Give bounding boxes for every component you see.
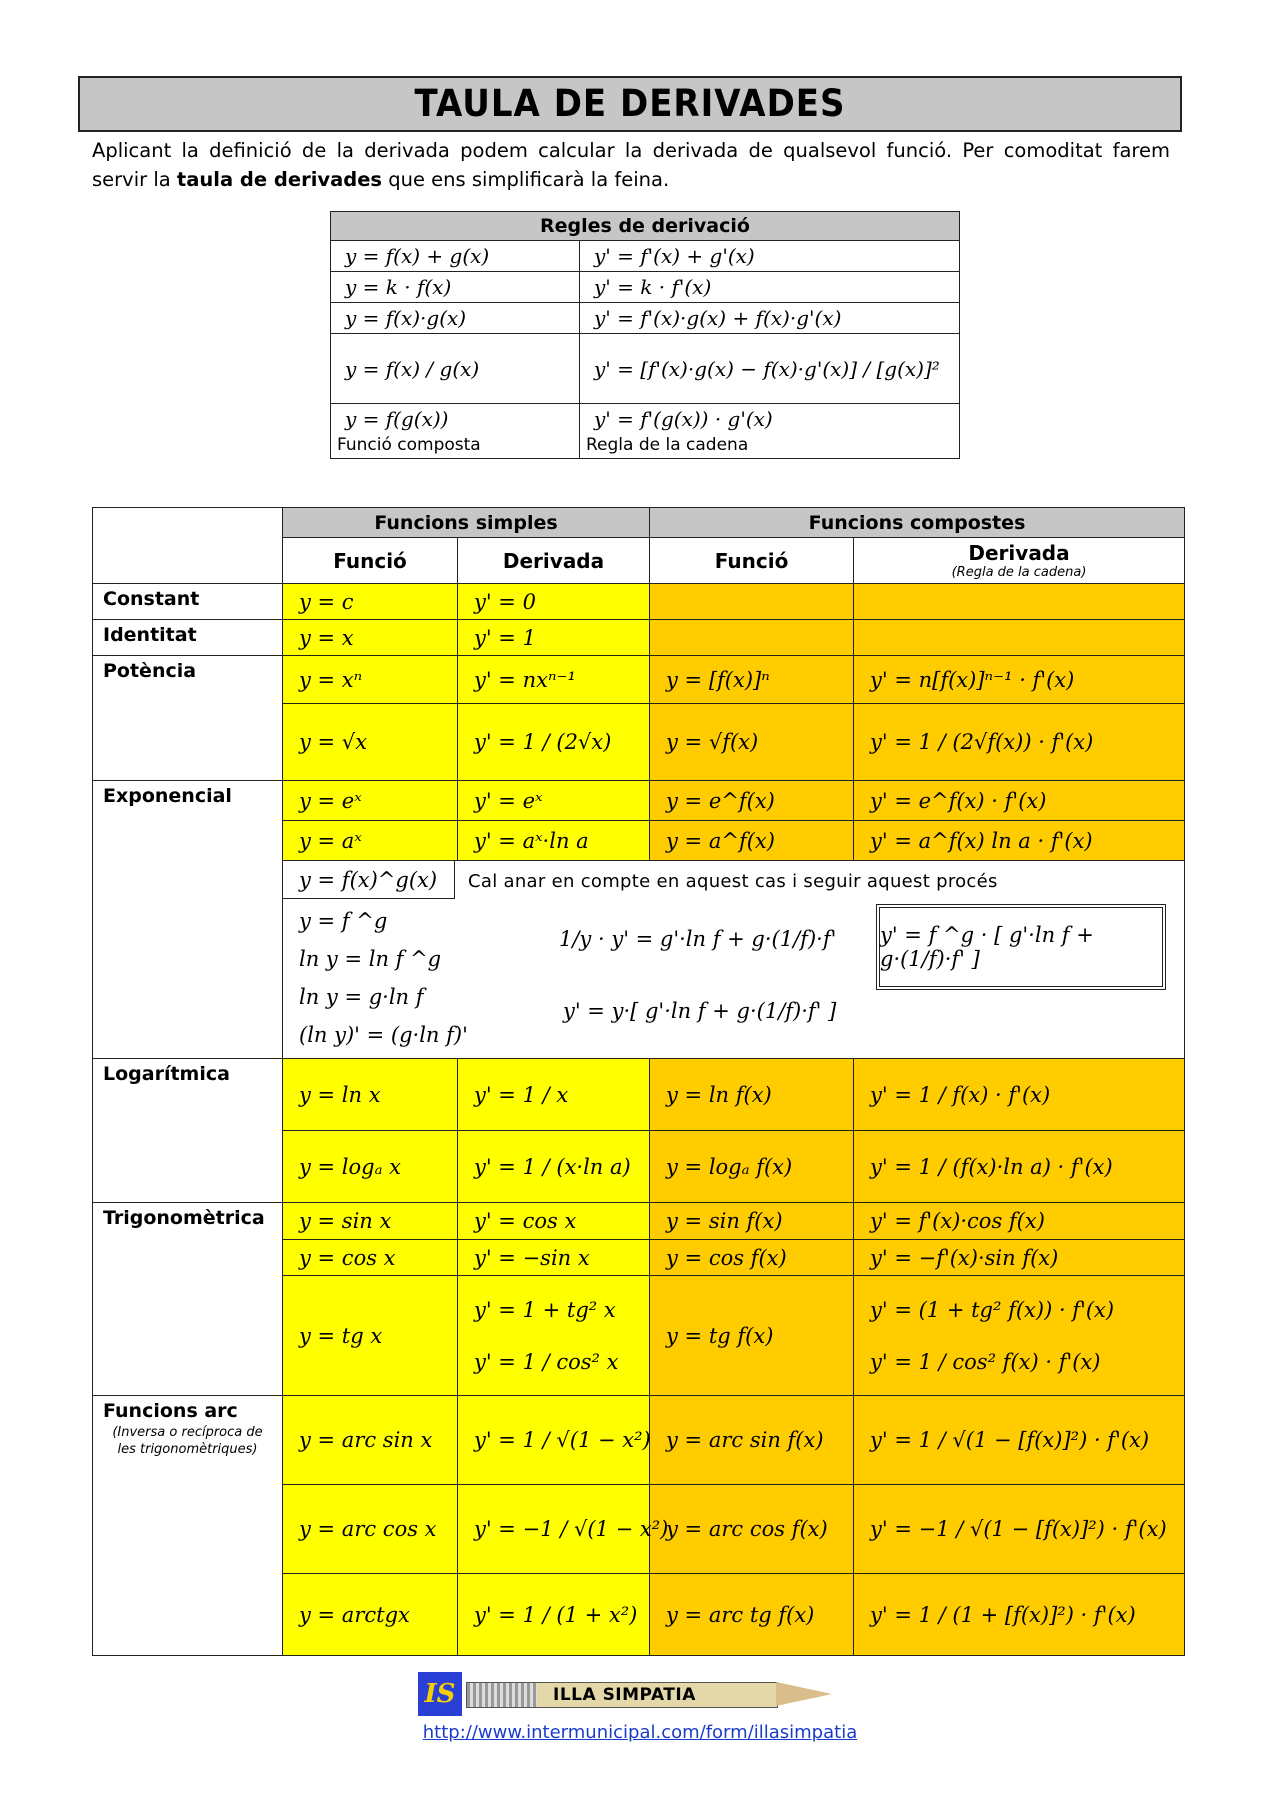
compound-derivative-cell: y' = 1 / f(x) · f'(x) [854, 1059, 1185, 1131]
function-cell: y = √x [283, 704, 458, 781]
intro-bold: taula de derivades [176, 168, 383, 191]
compound-derivative-cell: y' = 1 / (2√f(x)) · f'(x) [854, 704, 1185, 781]
col-compound-derivative-label: Derivada [968, 541, 1070, 565]
compound-function-cell: y = arc cos f(x) [650, 1485, 854, 1574]
rule-note: Funció composta [337, 435, 481, 455]
rule-derivative-cell [580, 404, 960, 459]
category-potencia: Potència [93, 656, 283, 781]
derivative-cell: y' = eˣ [458, 781, 650, 821]
function-cell: y = arctgx [283, 1574, 458, 1656]
derivative-line: y' = 1 + tg² x [474, 1297, 616, 1322]
compound-function-cell: y = √f(x) [650, 704, 854, 781]
footer-logo [418, 1672, 838, 1716]
compound-derivative-cell: y' = 1 / (1 + [f(x)]²) · f'(x) [854, 1574, 1185, 1656]
compound-derivative-cell [854, 1276, 1185, 1396]
col-compound-derivative [854, 538, 1185, 584]
derivatives-table [92, 507, 1185, 1656]
category-arc [93, 1396, 283, 1656]
derivative-cell: y' = 1 / (x·ln a) [458, 1131, 650, 1203]
derivative-cell: y' = 1 [458, 620, 650, 656]
compound-function-cell: y = sin f(x) [650, 1203, 854, 1240]
derivative-cell: y' = 0 [458, 584, 650, 620]
function-cell: y = ln x [283, 1059, 458, 1131]
intro-text-2: que ens simplificarà la feina. [382, 168, 670, 191]
pencil-band [467, 1683, 537, 1707]
illa-simpatia-logo-icon: IS [418, 1672, 462, 1716]
chain-rule-note: (Regla de la cadena) [951, 565, 1087, 580]
rules-row [331, 272, 960, 303]
special-case-cell [283, 861, 1185, 1059]
compound-function-cell: y = cos f(x) [650, 1240, 854, 1276]
compound-derivative-cell: y' = −f'(x)·sin f(x) [854, 1240, 1185, 1276]
rule-derivative: y' = f'(g(x)) · g'(x) [594, 407, 773, 431]
compound-function-cell: y = tg f(x) [650, 1276, 854, 1396]
function-cell: y = xⁿ [283, 656, 458, 704]
rule-derivative: y' = k · f'(x) [580, 272, 960, 303]
step: ln y = g·ln f [299, 985, 424, 1009]
compound-function-cell: y = arc tg f(x) [650, 1574, 854, 1656]
col-compound-function: Funció [650, 538, 854, 584]
function-cell: y = tg x [283, 1276, 458, 1396]
derivative-cell: y' = nxⁿ⁻¹ [458, 656, 650, 704]
rules-header: Regles de derivació [331, 212, 960, 241]
pencil-tip [776, 1682, 832, 1706]
rules-row [331, 404, 960, 459]
function-cell: y = sin x [283, 1203, 458, 1240]
category-exponencial: Exponencial [93, 781, 283, 1059]
compound-function-cell: y = a^f(x) [650, 821, 854, 861]
category-trigonometrica: Trigonomètrica [93, 1203, 283, 1396]
rules-table [330, 211, 960, 459]
equation: 1/y · y' = g'·ln f + g·(1/f)·f' [559, 927, 837, 951]
empty-cell [854, 620, 1185, 656]
derivative-cell: y' = 1 / x [458, 1059, 650, 1131]
col-function: Funció [283, 538, 458, 584]
step: ln y = ln f ^g [299, 947, 442, 971]
group-simple-header: Funcions simples [283, 508, 650, 538]
empty-cell [650, 584, 854, 620]
derivative-line: y' = 1 / cos² f(x) · f'(x) [870, 1349, 1101, 1374]
title-banner [78, 76, 1182, 132]
compound-derivative-cell: y' = f'(x)·cos f(x) [854, 1203, 1185, 1240]
category-identitat: Identitat [93, 620, 283, 656]
corner-cell [93, 508, 283, 584]
category-constant: Constant [93, 584, 283, 620]
function-cell: y = arc cos x [283, 1485, 458, 1574]
special-case-caution: Cal anar en compte en aquest cas i seguir aquest procés [468, 871, 998, 892]
equation: y' = y·[ g'·ln f + g·(1/f)·f' ] [563, 999, 837, 1023]
compound-function-cell: y = arc sin f(x) [650, 1396, 854, 1485]
footer-brand-name: ILLA SIMPATIA [553, 1685, 696, 1705]
derivative-cell: y' = 1 / √(1 − x²) [458, 1396, 650, 1485]
rule-derivative: y' = [f'(x)·g(x) − f(x)·g'(x)] / [g(x)]² [580, 334, 960, 404]
function-cell: y = c [283, 584, 458, 620]
derivative-cell: y' = 1 / (1 + x²) [458, 1574, 650, 1656]
rules-row [331, 334, 960, 404]
col-derivative: Derivada [458, 538, 650, 584]
rule-note: Regla de la cadena [586, 435, 749, 455]
rules-row [331, 303, 960, 334]
compound-function-cell: y = [f(x)]ⁿ [650, 656, 854, 704]
derivative-cell: y' = −sin x [458, 1240, 650, 1276]
compound-function-cell: y = ln f(x) [650, 1059, 854, 1131]
rule-function-cell [331, 404, 580, 459]
compound-function-cell: y = logₐ f(x) [650, 1131, 854, 1203]
rule-function: y = f(x)·g(x) [331, 303, 580, 334]
page-title: TAULA DE DERIVADES [414, 82, 846, 126]
compound-derivative-cell: y' = a^f(x) ln a · f'(x) [854, 821, 1185, 861]
rule-derivative: y' = f'(x) + g'(x) [580, 241, 960, 272]
function-cell: y = arc sin x [283, 1396, 458, 1485]
compound-derivative-cell: y' = e^f(x) · f'(x) [854, 781, 1185, 821]
derivative-cell [458, 1276, 650, 1396]
group-compound-header: Funcions compostes [650, 508, 1185, 538]
compound-derivative-cell: y' = 1 / √(1 − [f(x)]²) · f'(x) [854, 1396, 1185, 1485]
rule-derivative: y' = f'(x)·g(x) + f(x)·g'(x) [580, 303, 960, 334]
category-arc-label: Funcions arc [103, 1400, 238, 1422]
function-cell: y = x [283, 620, 458, 656]
pencil-body [466, 1682, 778, 1708]
derivative-cell: y' = aˣ·ln a [458, 821, 650, 861]
derivative-cell: y' = cos x [458, 1203, 650, 1240]
compound-derivative-cell: y' = n[f(x)]ⁿ⁻¹ · f'(x) [854, 656, 1185, 704]
function-cell: y = aˣ [283, 821, 458, 861]
category-arc-note: (Inversa o recíproca de les trigonomètriques) [112, 1425, 263, 1457]
intro-text-1: Aplicant la definició de la derivada podem calcular la derivada de qualsevol funció. Per comoditat farem servir la [92, 139, 1170, 191]
rule-function: y = k · f(x) [331, 272, 580, 303]
rule-function: y = f(x) + g(x) [331, 241, 580, 272]
footer-url-link[interactable]: http://www.intermunicipal.com/form/illasimpatia [422, 1722, 858, 1743]
function-cell: y = logₐ x [283, 1131, 458, 1203]
empty-cell [650, 620, 854, 656]
step: (ln y)' = (g·ln f)' [299, 1023, 468, 1047]
rule-function: y = f(g(x)) [345, 407, 449, 431]
derivative-cell: y' = −1 / √(1 − x²) [458, 1485, 650, 1574]
rules-row [331, 241, 960, 272]
special-case [283, 861, 1184, 1058]
empty-cell [854, 584, 1185, 620]
compound-derivative-cell: y' = 1 / (f(x)·ln a) · f'(x) [854, 1131, 1185, 1203]
function-cell: y = cos x [283, 1240, 458, 1276]
boxed-result: y' = f ^g · [ g'·ln f + g·(1/f)·f' ] [879, 907, 1163, 987]
compound-function-cell: y = e^f(x) [650, 781, 854, 821]
category-logaritmica: Logarítmica [93, 1059, 283, 1203]
rule-function: y = f(x) / g(x) [331, 334, 580, 404]
function-cell: y = eˣ [283, 781, 458, 821]
intro-paragraph [92, 136, 1170, 194]
special-case-label: y = f(x)^g(x) [283, 861, 455, 899]
step: y = f ^g [299, 909, 388, 933]
derivative-cell: y' = 1 / (2√x) [458, 704, 650, 781]
compound-derivative-cell: y' = −1 / √(1 − [f(x)]²) · f'(x) [854, 1485, 1185, 1574]
derivative-line: y' = 1 / cos² x [474, 1349, 619, 1374]
derivative-line: y' = (1 + tg² f(x)) · f'(x) [870, 1297, 1115, 1322]
pencil-icon [466, 1676, 838, 1712]
